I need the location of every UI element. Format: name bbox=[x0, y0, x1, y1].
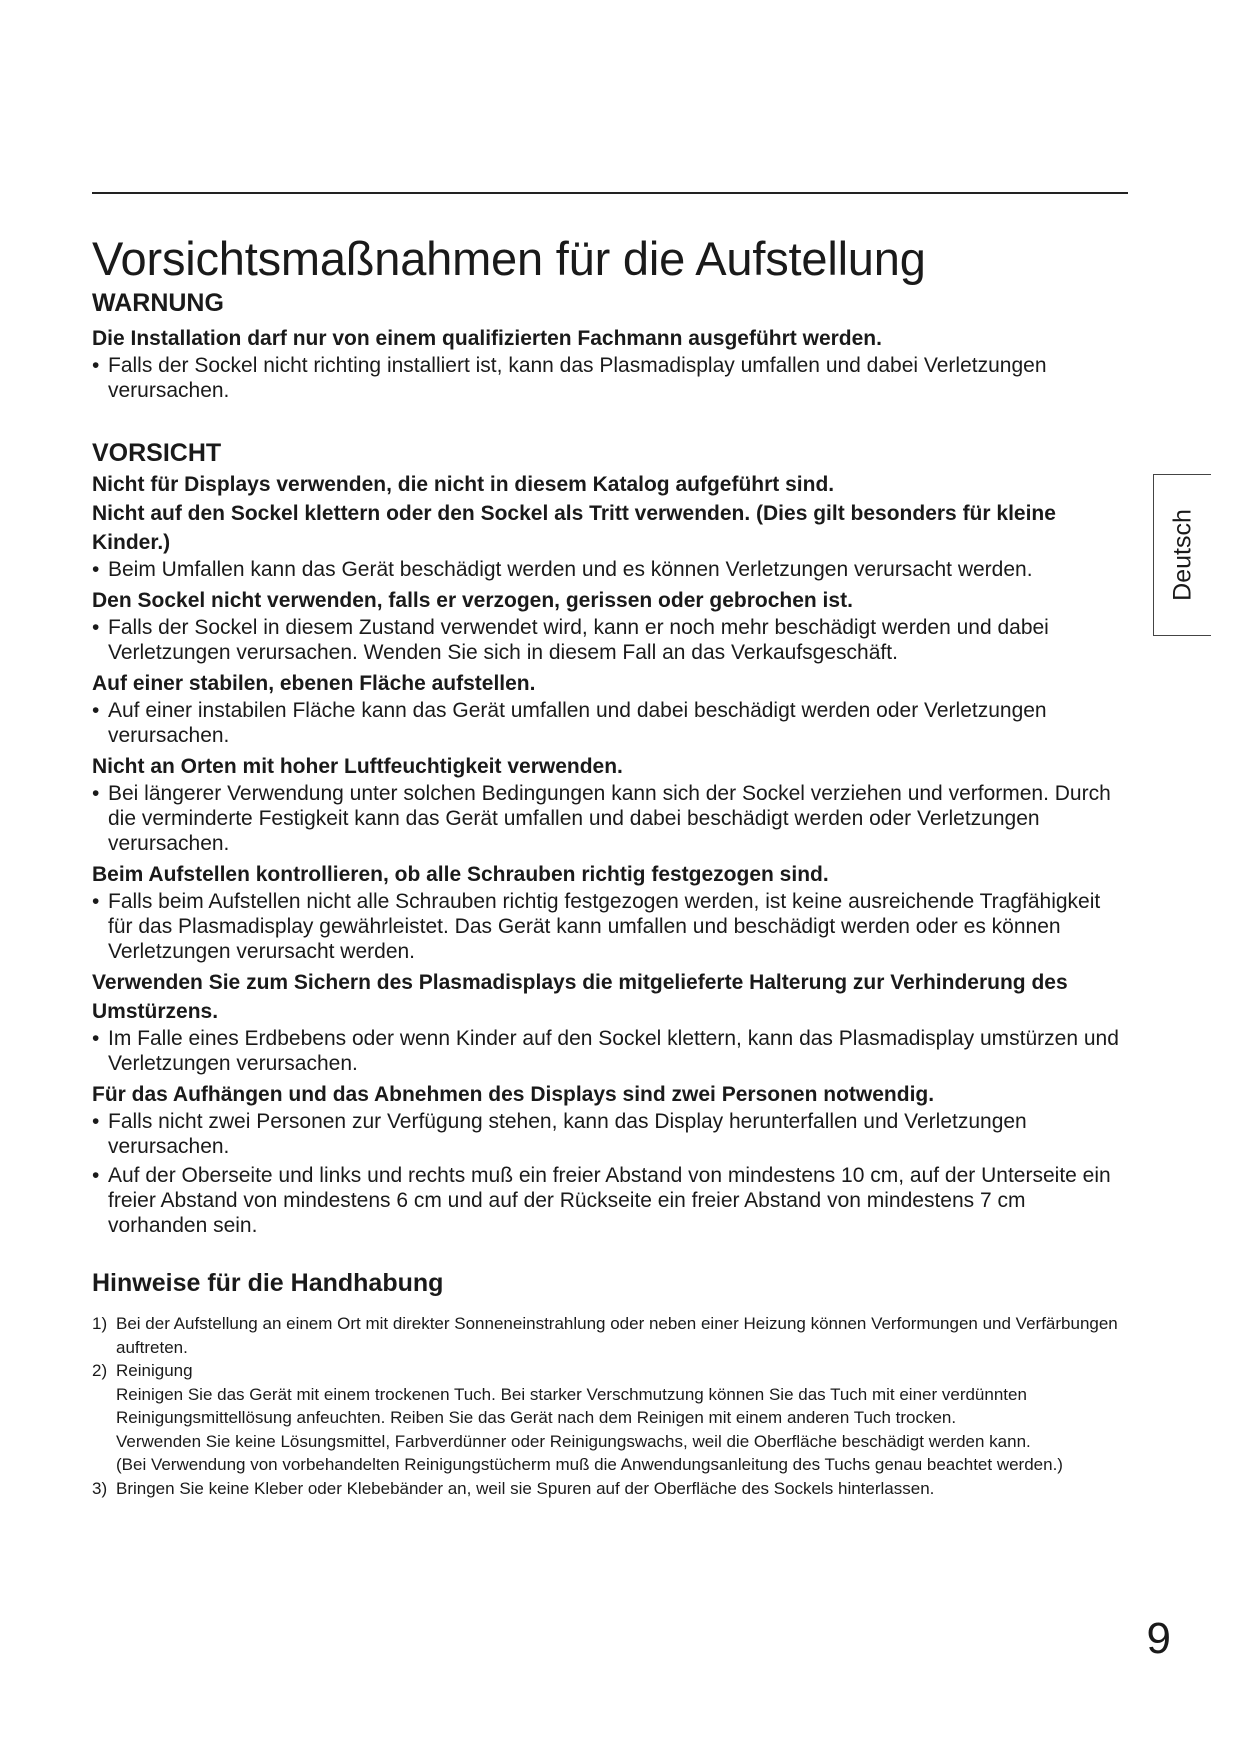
vorsicht-bullet bbox=[92, 557, 1122, 582]
note-item bbox=[92, 1477, 1122, 1501]
note-text: Bringen Sie keine Kleber oder Klebebänder an, weil sie Spuren auf der Oberfläche des Sockels hinterlassen. bbox=[116, 1478, 935, 1498]
warnung-bold: Die Installation darf nur von einem qualifizierten Fachmann ausgeführt werden. bbox=[92, 327, 882, 351]
note-item bbox=[92, 1359, 1122, 1477]
top-rule bbox=[92, 192, 1128, 194]
vorsicht-bold: Beim Aufstellen kontrollieren, ob alle Schrauben richtig festgezogen sind. bbox=[92, 863, 829, 887]
note-text: Reinigung bbox=[116, 1361, 193, 1381]
note-text: Verwenden Sie keine Lösungsmittel, Farbverdünner oder Reinigungswachs, weil die Oberfläche beschädigt werden kann. bbox=[116, 1431, 1031, 1451]
vorsicht-bold: Nicht auf den Sockel klettern oder den Sockel als Tritt verwenden. (Dies gilt besonders für kleine Kinder.) bbox=[92, 502, 1056, 555]
bullet-dot: • bbox=[92, 558, 100, 582]
page-content bbox=[92, 232, 1122, 1500]
bullet-dot: • bbox=[92, 782, 100, 806]
bullet-text: Im Falle eines Erdbebens oder wenn Kinder auf den Sockel klettern, kann das Plasmadisplay umstürzen und Verletzungen verursachen. bbox=[108, 1027, 1119, 1076]
warnung-heading: WARNUNG bbox=[92, 289, 224, 318]
bullet-text: Falls beim Aufstellen nicht alle Schrauben richtig festgezogen werden, ist keine ausreichende Tragfähigkeit für das Plasmadisplay gewährleistet. Das Gerät kann umfallen und beschädigt werden oder es können Verletzungen verursacht werden. bbox=[108, 890, 1101, 964]
note-number: 3) bbox=[92, 1478, 108, 1498]
bullet-dot: • bbox=[92, 890, 100, 914]
language-tab-label: Deutsch bbox=[1168, 509, 1196, 601]
hinweise-notes bbox=[92, 1312, 1122, 1500]
note-text: Bei der Aufstellung an einem Ort mit direkter Sonneneinstrahlung oder neben einer Heizung können Verformungen und Verfärbungen auftreten. bbox=[116, 1314, 1118, 1357]
language-tab bbox=[1153, 474, 1211, 636]
note-text: (Bei Verwendung von vorbehandelten Reinigungstücherm muß die Anwendungsanleitung des Tuchs genau beachtet werden.) bbox=[116, 1455, 1063, 1475]
bullet-text: Falls nicht zwei Personen zur Verfügung stehen, kann das Display herunterfallen und Verletzungen verursachen. bbox=[108, 1110, 1027, 1159]
vorsicht-bold: Den Sockel nicht verwenden, falls er verzogen, gerissen oder gebrochen ist. bbox=[92, 589, 853, 613]
note-text: Reinigen Sie das Gerät mit einem trockenen Tuch. Bei starker Verschmutzung können Sie das Tuch mit einer verdünnten Reinigungsmittellösung anfeuchten. Reiben Sie das Gerät nach dem Reinigen mit einem anderen Tuch trocken. bbox=[116, 1384, 1027, 1428]
note-number: 2) bbox=[92, 1361, 108, 1381]
bullet-text: Auf einer instabilen Fläche kann das Gerät umfallen und dabei beschädigt werden oder Verletzungen verursachen. bbox=[108, 699, 1047, 748]
bullet-text: Bei längerer Verwendung unter solchen Bedingungen kann sich der Sockel verziehen und verformen. Durch die verminderte Festigkeit kann das Gerät umfallen und dabei beschädigt werden oder Verletzungen verursachen. bbox=[108, 782, 1111, 856]
bullet-dot: • bbox=[92, 1027, 100, 1051]
vorsicht-bold: Nicht für Displays verwenden, die nicht in diesem Katalog aufgeführt sind. bbox=[92, 473, 835, 497]
bullet-dot: • bbox=[92, 1164, 100, 1188]
page-title: Vorsichtsmaßnahmen für die Aufstellung bbox=[92, 232, 926, 285]
note-item bbox=[92, 1312, 1122, 1359]
vorsicht-bullet bbox=[92, 1109, 1122, 1159]
vorsicht-bullet bbox=[92, 698, 1122, 748]
hinweise-heading: Hinweise für die Handhabung bbox=[92, 1269, 444, 1298]
page-number: 9 bbox=[1146, 1614, 1171, 1663]
warnung-bullet bbox=[92, 353, 1122, 403]
note-number: 1) bbox=[92, 1314, 108, 1334]
bullet-dot: • bbox=[92, 1110, 100, 1134]
vorsicht-bullet bbox=[92, 1163, 1122, 1238]
bullet-text: Falls der Sockel nicht richting installiert ist, kann das Plasmadisplay umfallen und dabei Verletzungen verursachen. bbox=[108, 354, 1047, 403]
vorsicht-bold: Auf einer stabilen, ebenen Fläche aufstellen. bbox=[92, 672, 536, 696]
vorsicht-bullet bbox=[92, 1026, 1122, 1076]
bullet-text: Beim Umfallen kann das Gerät beschädigt werden und es können Verletzungen verursacht werden. bbox=[108, 558, 1033, 582]
vorsicht-bold: Verwenden Sie zum Sichern des Plasmadisplays die mitgelieferte Halterung zur Verhinderung des Umstürzens. bbox=[92, 971, 1068, 1024]
bullet-dot: • bbox=[92, 699, 100, 723]
bullet-dot: • bbox=[92, 354, 100, 378]
vorsicht-bold: Nicht an Orten mit hoher Luftfeuchtigkeit verwenden. bbox=[92, 755, 623, 779]
vorsicht-bullet bbox=[92, 615, 1122, 665]
bullet-dot: • bbox=[92, 616, 100, 640]
vorsicht-bold: Für das Aufhängen und das Abnehmen des Displays sind zwei Personen notwendig. bbox=[92, 1083, 935, 1107]
vorsicht-bullet bbox=[92, 781, 1122, 856]
bullet-text: Falls der Sockel in diesem Zustand verwendet wird, kann er noch mehr beschädigt werden und dabei Verletzungen verursachen. Wenden Sie sich in diesem Fall an das Verkaufsgeschäft. bbox=[108, 616, 1049, 665]
vorsicht-bullet bbox=[92, 889, 1122, 964]
vorsicht-heading: VORSICHT bbox=[92, 439, 222, 468]
bullet-text: Auf der Oberseite und links und rechts muß ein freier Abstand von mindestens 10 cm, auf der Unterseite ein freier Abstand von mindestens 6 cm und auf der Rückseite ein freier Abstand von mindestens 7 cm vorhanden sein. bbox=[108, 1164, 1111, 1238]
